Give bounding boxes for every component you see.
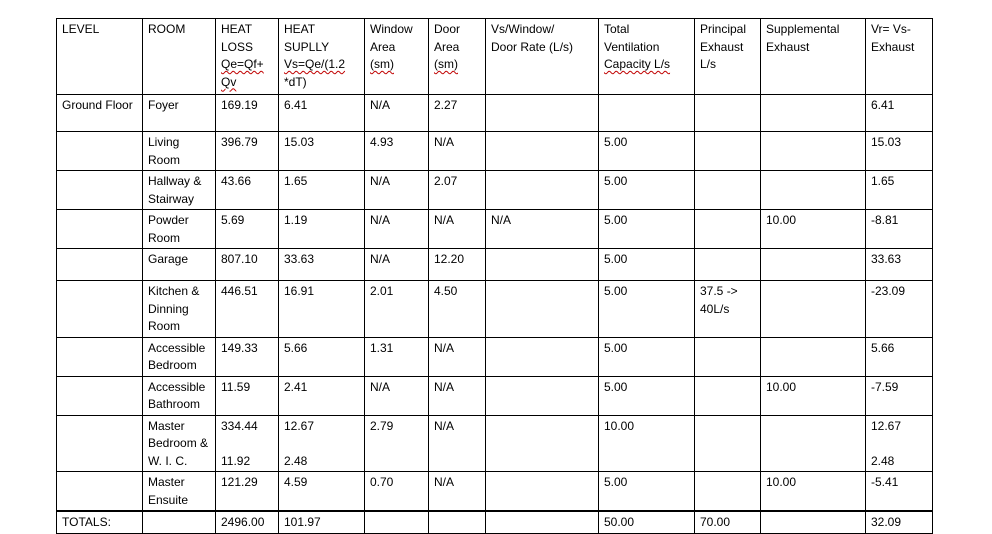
- cell-supplemental: [761, 171, 866, 210]
- cell-heat-supply: 1.65: [279, 171, 365, 210]
- cell-room: Master Bedroom & W. I. C.: [143, 415, 216, 472]
- cell-heat-loss: 43.66: [216, 171, 279, 210]
- cell-window: 2.79: [365, 415, 429, 472]
- cell-vs-rate: [486, 95, 599, 132]
- cell-vr: 1.65: [866, 171, 933, 210]
- cell-level: [57, 376, 143, 415]
- cell-vs-rate: [486, 415, 599, 472]
- cell-total-vent: 5.00: [599, 249, 695, 281]
- cell-level: [57, 132, 143, 171]
- cell-supplemental: 10.00: [761, 376, 866, 415]
- cell-level: [57, 171, 143, 210]
- cell-heat-loss: 334.44 11.92: [216, 415, 279, 472]
- header-principal-exhaust: [695, 19, 761, 95]
- header-heat-loss: [216, 19, 279, 95]
- cell-door: 4.50: [429, 281, 486, 338]
- header-room: [143, 19, 216, 95]
- header-line: LOSS: [221, 39, 254, 54]
- cell-window: 2.01: [365, 281, 429, 338]
- cell-total-vent: 5.00: [599, 472, 695, 512]
- totals-supplemental: [761, 511, 866, 533]
- header-door-area: [429, 19, 486, 95]
- cell-heat-supply: 12.67 2.48: [279, 415, 365, 472]
- totals-total-vent: 50.00: [599, 511, 695, 533]
- cell-supplemental: [761, 95, 866, 132]
- cell-principal: [695, 210, 761, 249]
- totals-window: [365, 511, 429, 533]
- cell-room: Powder Room: [143, 210, 216, 249]
- cell-level: [57, 415, 143, 472]
- cell-door: N/A: [429, 415, 486, 472]
- header-row: [57, 19, 933, 95]
- cell-total-vent: 5.00: [599, 337, 695, 376]
- cell-window: N/A: [365, 376, 429, 415]
- cell-vs-rate: [486, 472, 599, 512]
- cell-window: 1.31: [365, 337, 429, 376]
- header-line: Vr= Vs-: [871, 22, 911, 36]
- cell-window: N/A: [365, 210, 429, 249]
- cell-principal: 37.5 -> 40L/s: [695, 281, 761, 338]
- cell-supplemental: 10.00: [761, 210, 866, 249]
- cell-door: 12.20: [429, 249, 486, 281]
- header-line: (sm): [434, 57, 458, 71]
- cell-total-vent: 5.00: [599, 376, 695, 415]
- header-line: Exhaust: [700, 39, 744, 54]
- cell-vr: 6.41: [866, 95, 933, 132]
- cell-vs-rate: N/A: [486, 210, 599, 249]
- cell-heat-loss: 446.51: [216, 281, 279, 338]
- table-row: [57, 171, 933, 210]
- cell-heat-loss: 169.19: [216, 95, 279, 132]
- cell-total-vent: 5.00: [599, 210, 695, 249]
- header-line: Qe=Qf+: [221, 57, 264, 71]
- cell-heat-supply: 15.03: [279, 132, 365, 171]
- header-line: Ventilation: [604, 39, 660, 54]
- cell-principal: [695, 472, 761, 512]
- cell-principal: [695, 337, 761, 376]
- cell-supplemental: [761, 132, 866, 171]
- cell-room: Living Room: [143, 132, 216, 171]
- cell-room: Accessible Bedroom: [143, 337, 216, 376]
- cell-room: Foyer: [143, 95, 216, 132]
- cell-supplemental: [761, 415, 866, 472]
- table-row: [57, 249, 933, 281]
- cell-level: Ground Floor: [57, 95, 143, 132]
- cell-vr: 33.63: [866, 249, 933, 281]
- cell-principal: [695, 376, 761, 415]
- totals-vs-rate: [486, 511, 599, 533]
- cell-heat-loss: 5.69: [216, 210, 279, 249]
- cell-window: N/A: [365, 249, 429, 281]
- cell-supplemental: [761, 281, 866, 338]
- totals-door: [429, 511, 486, 533]
- totals-label: TOTALS:: [57, 511, 143, 533]
- cell-door: N/A: [429, 472, 486, 512]
- cell-vr: 15.03: [866, 132, 933, 171]
- cell-heat-supply: 16.91: [279, 281, 365, 338]
- header-line: HEAT: [284, 22, 316, 36]
- cell-vs-rate: [486, 249, 599, 281]
- cell-door: N/A: [429, 376, 486, 415]
- table-row: [57, 281, 933, 338]
- cell-heat-supply: 1.19: [279, 210, 365, 249]
- cell-door: 2.07: [429, 171, 486, 210]
- cell-vs-rate: [486, 281, 599, 338]
- cell-heat-supply: 5.66: [279, 337, 365, 376]
- cell-heat-loss: 396.79: [216, 132, 279, 171]
- cell-heat-loss: 807.10: [216, 249, 279, 281]
- cell-heat-supply: 4.59: [279, 472, 365, 512]
- cell-room: Hallway & Stairway: [143, 171, 216, 210]
- table-row: [57, 95, 933, 132]
- cell-total-vent: 5.00: [599, 171, 695, 210]
- cell-principal: [695, 95, 761, 132]
- cell-heat-loss: 11.59: [216, 376, 279, 415]
- cell-vr: 5.66: [866, 337, 933, 376]
- cell-vr: -8.81: [866, 210, 933, 249]
- header-total-ventilation: [599, 19, 695, 95]
- cell-vr: -5.41: [866, 472, 933, 512]
- totals-vr: 32.09: [866, 511, 933, 533]
- header-line: Window: [370, 22, 413, 36]
- header-supplemental-exhaust: [761, 19, 866, 95]
- header-heat-supply: [279, 19, 365, 95]
- cell-supplemental: [761, 337, 866, 376]
- table-row: [57, 415, 933, 472]
- header-line: *dT): [284, 74, 307, 89]
- header-line: Qv: [221, 74, 237, 89]
- cell-door: N/A: [429, 132, 486, 171]
- header-line: Door Rate (L/s): [491, 39, 574, 54]
- cell-level: [57, 472, 143, 512]
- cell-principal: [695, 132, 761, 171]
- header-line: (sm): [370, 57, 394, 71]
- header-line: Supplemental: [766, 22, 840, 36]
- cell-supplemental: 10.00: [761, 472, 866, 512]
- header-line: Door: [434, 22, 461, 36]
- cell-vs-rate: [486, 376, 599, 415]
- cell-window: N/A: [365, 95, 429, 132]
- cell-door: N/A: [429, 210, 486, 249]
- header-level: [57, 19, 143, 95]
- cell-principal: [695, 249, 761, 281]
- header-line: SUPLLY: [284, 39, 330, 54]
- cell-heat-supply: 33.63: [279, 249, 365, 281]
- totals-heat-loss: 2496.00: [216, 511, 279, 533]
- header-line: Area: [370, 39, 396, 54]
- cell-door: 2.27: [429, 95, 486, 132]
- cell-level: [57, 249, 143, 281]
- totals-room: [143, 511, 216, 533]
- cell-window: 0.70: [365, 472, 429, 512]
- header-line: LEVEL: [62, 22, 100, 36]
- header-line: HEAT: [221, 22, 253, 36]
- cell-total-vent: 10.00: [599, 415, 695, 472]
- header-line: Vs=Qe/(1.2: [284, 57, 346, 71]
- header-line: Exhaust: [766, 39, 810, 54]
- header-line: ROOM: [148, 22, 186, 36]
- cell-room: Garage: [143, 249, 216, 281]
- cell-window: 4.93: [365, 132, 429, 171]
- totals-principal: 70.00: [695, 511, 761, 533]
- cell-vr: -23.09: [866, 281, 933, 338]
- cell-room: Master Ensuite: [143, 472, 216, 512]
- cell-vs-rate: [486, 337, 599, 376]
- header-vs-rate: [486, 19, 599, 95]
- table-row: [57, 337, 933, 376]
- header-line: Total: [604, 22, 630, 36]
- cell-vr: -7.59: [866, 376, 933, 415]
- cell-vs-rate: [486, 132, 599, 171]
- table-row: [57, 376, 933, 415]
- cell-room: Kitchen & Dinning Room: [143, 281, 216, 338]
- cell-level: [57, 210, 143, 249]
- header-line: Exhaust: [871, 39, 915, 54]
- cell-vs-rate: [486, 171, 599, 210]
- ventilation-table: [56, 18, 933, 534]
- header-line: Capacity L/s: [604, 57, 671, 71]
- cell-principal: [695, 415, 761, 472]
- cell-total-vent: [599, 95, 695, 132]
- cell-heat-supply: 6.41: [279, 95, 365, 132]
- header-line: Area: [434, 39, 460, 54]
- totals-row: [57, 511, 933, 533]
- cell-principal: [695, 171, 761, 210]
- cell-total-vent: 5.00: [599, 132, 695, 171]
- cell-level: [57, 337, 143, 376]
- cell-level: [57, 281, 143, 338]
- cell-heat-loss: 121.29: [216, 472, 279, 512]
- cell-heat-supply: 2.41: [279, 376, 365, 415]
- cell-door: N/A: [429, 337, 486, 376]
- cell-heat-loss: 149.33: [216, 337, 279, 376]
- cell-window: N/A: [365, 171, 429, 210]
- header-window-area: [365, 19, 429, 95]
- cell-total-vent: 5.00: [599, 281, 695, 338]
- totals-heat-supply: 101.97: [279, 511, 365, 533]
- cell-vr: 12.67 2.48: [866, 415, 933, 472]
- table-row: [57, 210, 933, 249]
- table-row: [57, 472, 933, 512]
- cell-room: Accessible Bathroom: [143, 376, 216, 415]
- cell-supplemental: [761, 249, 866, 281]
- header-line: Vs/Window/: [491, 22, 555, 36]
- header-vr: [866, 19, 933, 95]
- header-line: Principal: [700, 22, 747, 36]
- table-row: [57, 132, 933, 171]
- header-line: L/s: [700, 57, 717, 71]
